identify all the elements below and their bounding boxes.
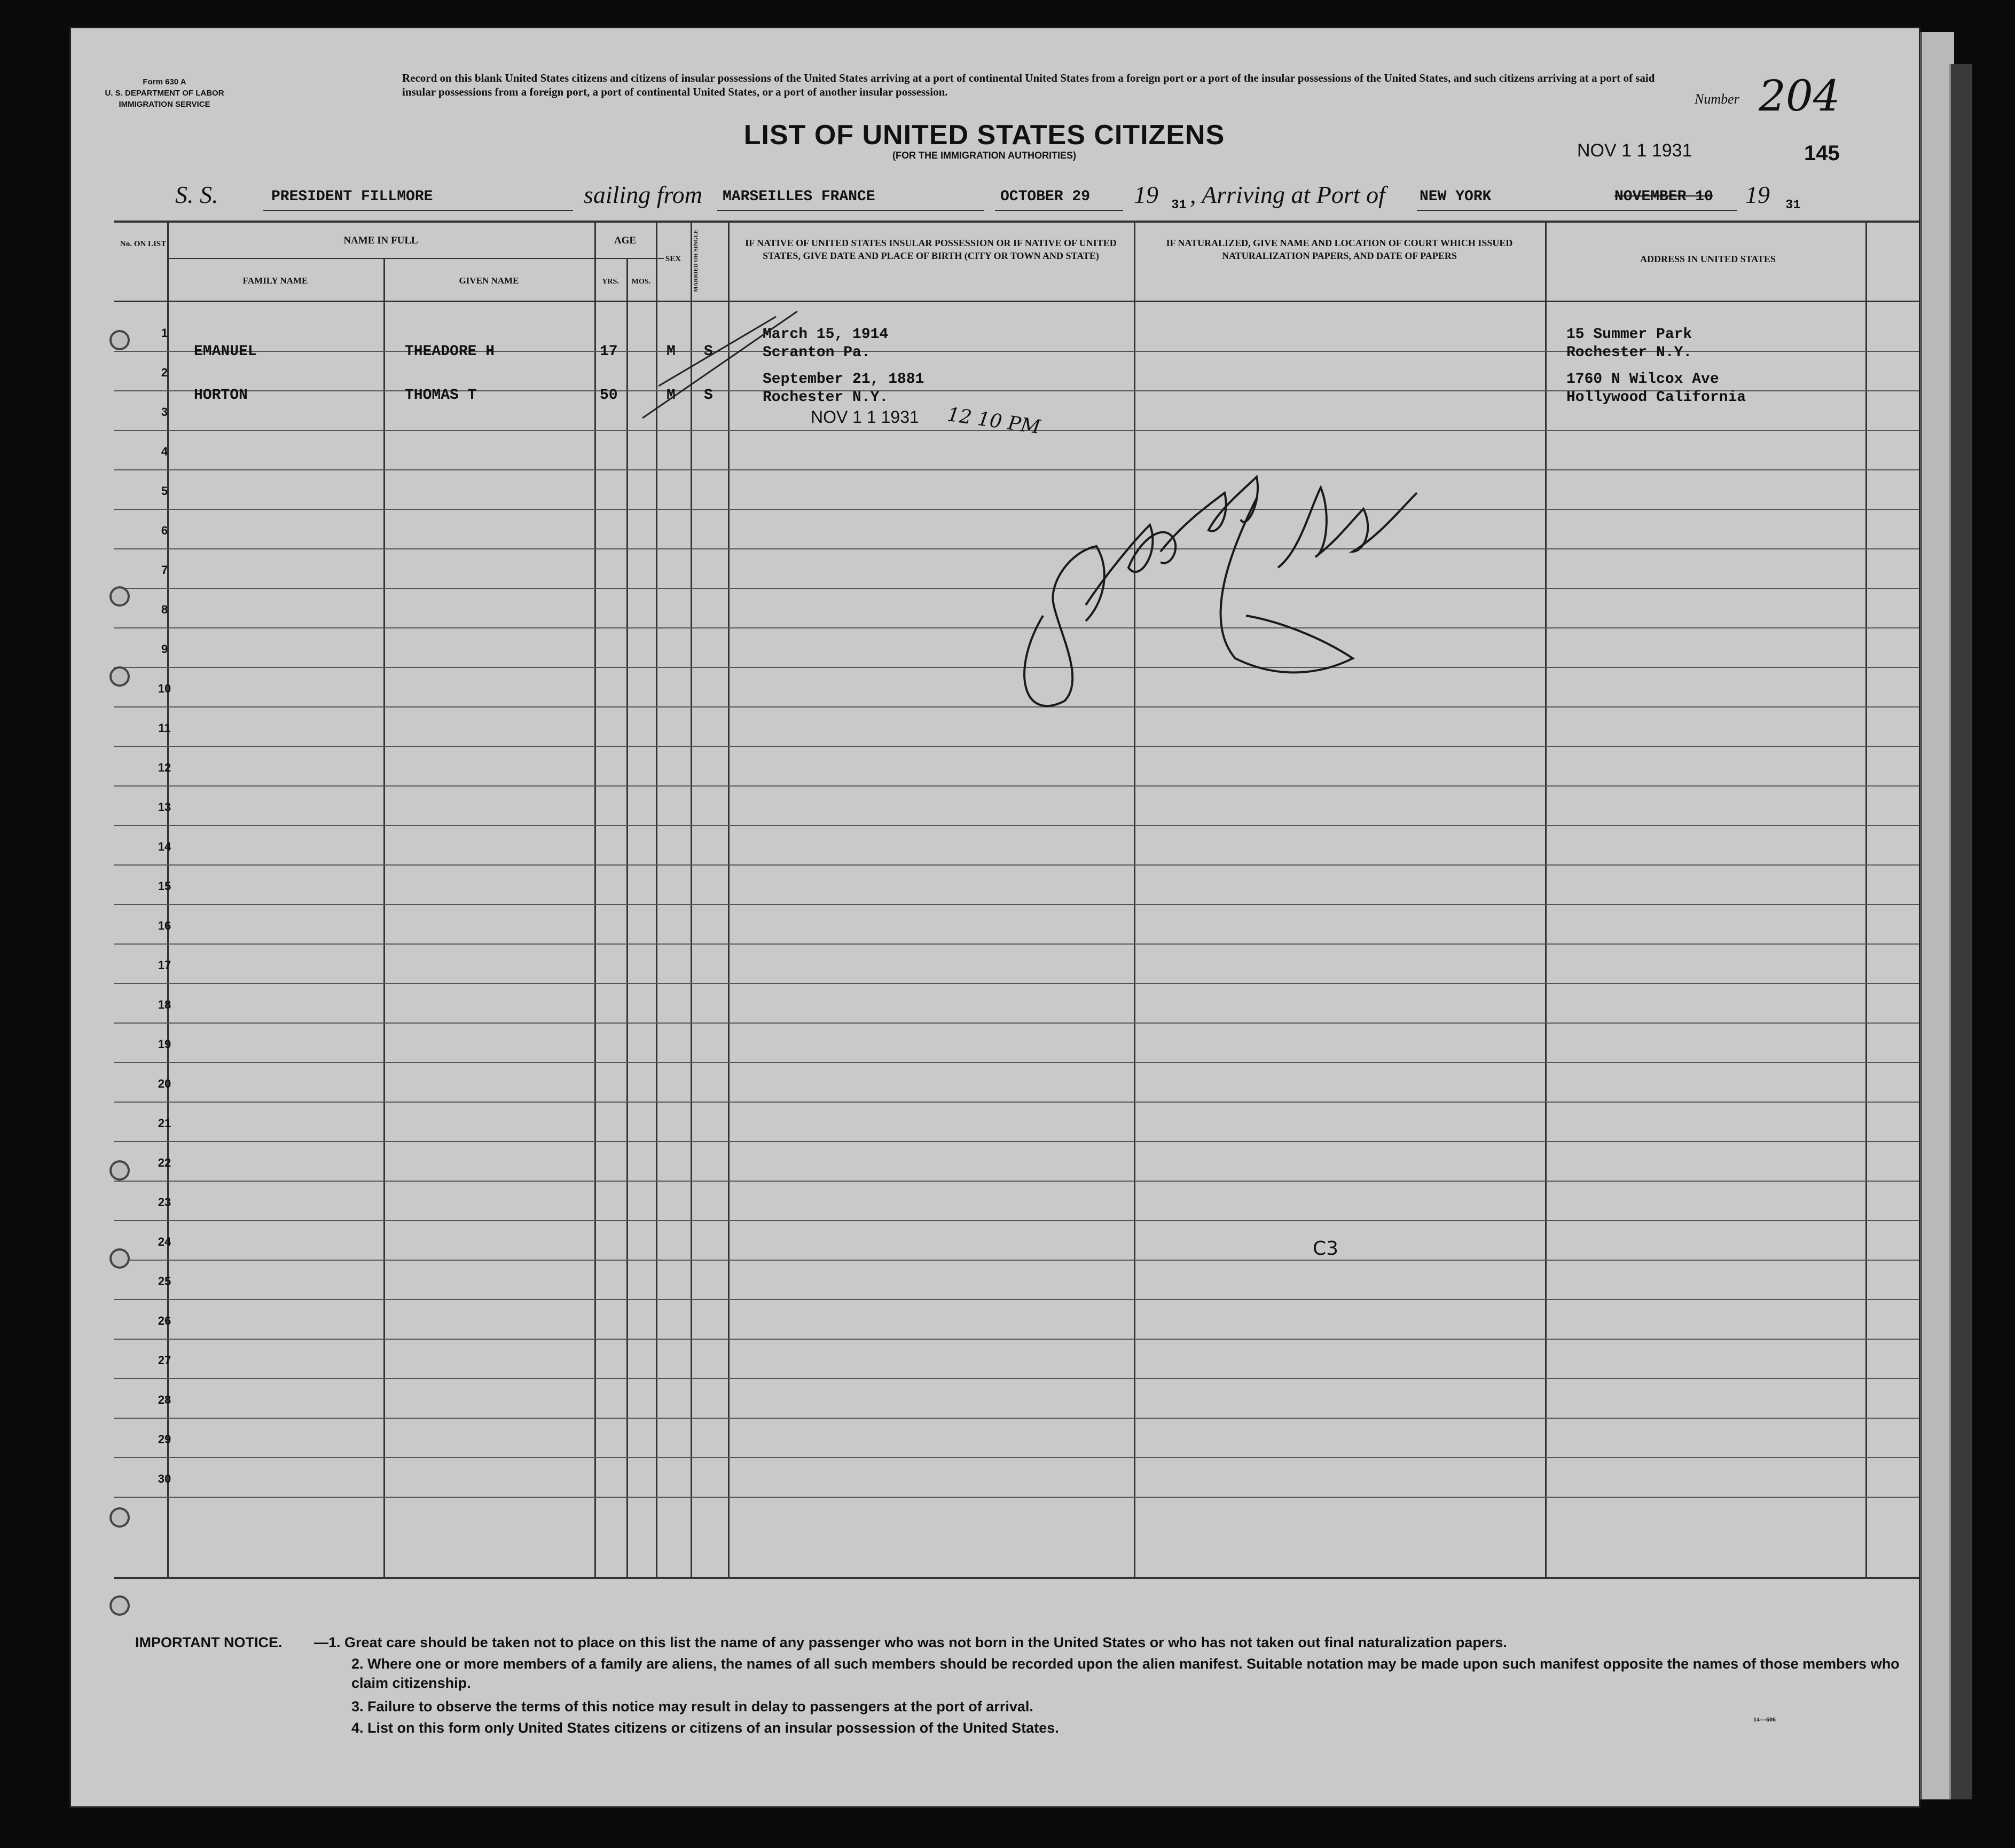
row-number: 2: [161, 366, 168, 379]
row-rule: [114, 1418, 1919, 1419]
page-number: 145: [1804, 141, 1840, 165]
row-number: 19: [158, 1037, 171, 1051]
form-id-line: Form 630 A: [143, 77, 186, 86]
row-rule: [114, 1141, 1919, 1142]
column-line: [1865, 221, 1867, 1577]
header-naturalized: IF NATURALIZED, GIVE NAME AND LOCATION OF COURT WHICH ISSUED NATURALIZATION PAPERS, AND DATE OF PAPERS: [1166, 238, 1513, 261]
name-header-divider: [167, 258, 664, 259]
departure-year: 31: [1171, 198, 1187, 213]
header-address: ADDRESS IN UNITED STATES: [1640, 254, 1776, 264]
arrival-stamp: NOV 1 1 1931: [811, 407, 919, 427]
passenger-birth-place: Scranton Pa.: [763, 344, 871, 361]
passenger-address-line2: Rochester N.Y.: [1566, 344, 1692, 361]
row-number: 7: [161, 563, 168, 577]
received-date-stamp: NOV 1 1 1931: [1577, 140, 1692, 161]
binder-hole: [109, 586, 130, 607]
notice-heading: IMPORTANT NOTICE.: [135, 1634, 283, 1650]
row-number: 11: [158, 721, 171, 735]
row-number: 16: [158, 919, 171, 932]
year-prefix: 19: [1134, 181, 1158, 208]
passenger-age: 17: [600, 343, 618, 360]
row-number: 23: [158, 1196, 171, 1209]
row-rule: [114, 1260, 1919, 1261]
notice-item: —1. Great care should be taken not to place on this list the name of any passenger who was not born in the United States or who has not taken out final naturalization papers.: [314, 1634, 1507, 1650]
binder-hole: [109, 1248, 130, 1269]
header-birth-info: IF NATIVE OF UNITED STATES INSULAR POSSESSION OR IF NATIVE OF UNITED STATES, GIVE DATE AND PLACE OF BIRTH (CITY OR TOWN AND STATE): [745, 238, 1117, 261]
row-rule: [114, 904, 1919, 905]
sailing-from-label: sailing from: [584, 181, 702, 208]
row-number: 1: [161, 326, 168, 340]
row-number: 14: [158, 840, 171, 853]
arrival-port: NEW YORK: [1420, 188, 1492, 205]
passenger-family-name: EMANUEL: [194, 343, 257, 360]
age-header-divider: [594, 258, 653, 259]
header-months: MOS.: [631, 278, 651, 286]
row-number: 22: [158, 1156, 171, 1169]
row-rule: [114, 943, 1919, 945]
column-line: [656, 221, 657, 1577]
row-number: 21: [158, 1116, 171, 1130]
margin-mark: C3: [1313, 1238, 1339, 1260]
ship-name: PRESIDENT FILLMORE: [271, 188, 433, 205]
row-number: 8: [161, 603, 168, 616]
row-rule: [114, 1378, 1919, 1379]
table-top-border: [114, 221, 1919, 223]
row-number: 17: [158, 958, 171, 972]
header-sex: SEX: [665, 255, 681, 263]
departure-date: OCTOBER 29: [1000, 188, 1091, 205]
row-rule: [114, 1023, 1919, 1024]
header-name-in-full: NAME IN FULL: [343, 235, 418, 246]
ss-label: S. S.: [175, 181, 218, 208]
row-rule: [114, 1062, 1919, 1063]
number-label: Number: [1695, 91, 1739, 107]
passenger-birth-date: September 21, 1881: [763, 371, 924, 388]
row-number: 13: [158, 800, 171, 814]
row-number: 9: [161, 642, 168, 656]
notice-item: 3. Failure to observe the terms of this notice may result in delay to passengers at the port of arrival.: [351, 1698, 1033, 1715]
passenger-sex: M: [667, 387, 676, 404]
time-note: 12 10 PM: [946, 403, 1042, 439]
passenger-given-name: THEADORE H: [405, 343, 495, 360]
ditto-strokes: [637, 301, 808, 423]
row-number: 5: [161, 484, 168, 498]
row-number: 4: [161, 445, 168, 458]
column-line: [1545, 221, 1547, 1577]
passenger-family-name: HORTON: [194, 387, 248, 404]
table-bottom-border: [114, 1577, 1919, 1579]
binder-hole: [109, 666, 130, 687]
form-title: LIST OF UNITED STATES CITIZENS: [743, 120, 1225, 151]
header-age: AGE: [614, 235, 637, 246]
header-no-on-list: No. ON LIST: [120, 240, 167, 248]
passenger-address-line1: 15 Summer Park: [1566, 326, 1692, 343]
row-rule: [114, 983, 1919, 984]
year-prefix: 19: [1745, 181, 1770, 208]
form-code: 14—606: [1753, 1716, 1776, 1723]
document-sheet: [69, 27, 1920, 1808]
row-number: 24: [158, 1235, 171, 1248]
passenger-birth-place: Rochester N.Y.: [763, 389, 889, 406]
passenger-birth-date: March 15, 1914: [763, 326, 889, 343]
row-number: 15: [158, 879, 171, 893]
passenger-address-line1: 1760 N Wilcox Ave: [1566, 371, 1719, 388]
notice-item: 4. List on this form only United States citizens or citizens of an insular possession of the United States.: [351, 1720, 1059, 1736]
header-family-name: FAMILY NAME: [242, 276, 308, 286]
header-married-or-single: MARRIED OR SINGLE: [693, 229, 699, 292]
binder-hole: [109, 330, 130, 350]
binder-hole: [109, 1507, 130, 1528]
row-rule: [114, 1181, 1919, 1182]
arrival-year: 31: [1785, 198, 1801, 213]
row-number: 25: [158, 1275, 171, 1288]
row-number: 10: [158, 682, 171, 695]
row-number: 29: [158, 1433, 171, 1446]
header-given-name: GIVEN NAME: [459, 276, 519, 286]
row-number: 18: [158, 998, 171, 1011]
column-line: [1134, 221, 1135, 1577]
inspector-signature: [979, 445, 1460, 744]
passenger-age: 50: [600, 387, 618, 404]
form-identifier: [103, 76, 226, 110]
row-rule: [114, 825, 1919, 826]
row-rule: [114, 785, 1919, 787]
row-rule: [114, 1220, 1919, 1221]
passenger-marital: S: [704, 387, 713, 404]
row-rule: [114, 746, 1919, 747]
passenger-given-name: THOMAS T: [405, 387, 477, 404]
row-number: 26: [158, 1314, 171, 1327]
rule: [717, 210, 984, 211]
notice-item: 2. Where one or more members of a family are aliens, the names of all such members should be recorded upon the alien manifest. Suitable notation may be made upon such manifest opposite the names of those members who claim citizenship.: [351, 1656, 1900, 1691]
form-id-line: IMMIGRATION SERVICE: [119, 100, 210, 109]
binder-hole: [109, 1160, 130, 1181]
passenger-marital: S: [704, 343, 713, 360]
row-rule: [114, 1457, 1919, 1458]
row-rule: [114, 1299, 1919, 1300]
row-rule: [114, 864, 1919, 866]
form-id-line: U. S. DEPARTMENT OF LABOR: [105, 89, 224, 98]
column-line: [594, 221, 596, 1577]
row-rule: [114, 1339, 1919, 1340]
header-years: YRS.: [602, 278, 619, 286]
row-number: 6: [161, 524, 168, 537]
column-line: [728, 221, 730, 1577]
rule: [995, 210, 1123, 211]
form-subtitle: (FOR THE IMMIGRATION AUTHORITIES): [892, 150, 1076, 161]
row-rule: [114, 1497, 1919, 1498]
binder-hole: [109, 1595, 130, 1616]
row-number: 3: [161, 405, 168, 419]
page-edge-shadow: [1949, 64, 1972, 1799]
rule: [1417, 210, 1737, 211]
column-line: [167, 221, 169, 1577]
arriving-label: , Arriving at Port of: [1190, 181, 1385, 208]
number-value: 204: [1759, 71, 1840, 121]
row-number: 28: [158, 1393, 171, 1406]
column-line: [691, 221, 692, 1577]
row-rule: [114, 1102, 1919, 1103]
row-number: 30: [158, 1472, 171, 1485]
row-number: 20: [158, 1077, 171, 1090]
departure-port: MARSEILLES FRANCE: [723, 188, 875, 205]
passenger-address-line2: Hollywood California: [1566, 389, 1746, 406]
arrival-date-struck: NOVEMBER 10: [1614, 188, 1713, 205]
passenger-sex: M: [667, 343, 676, 360]
form-instructions: Record on this blank United States citizens and citizens of insular possessions of the United States arriving at a port of continental United States from a foreign port or a port of the insular possessions of the United States, and such citizens arriving at a port of said insular possessions from a foreign port, a port of continental United States, or a port of another insular possession.: [402, 72, 1655, 98]
rule: [263, 210, 573, 211]
row-number: 27: [158, 1354, 171, 1367]
row-number: 12: [158, 761, 171, 774]
